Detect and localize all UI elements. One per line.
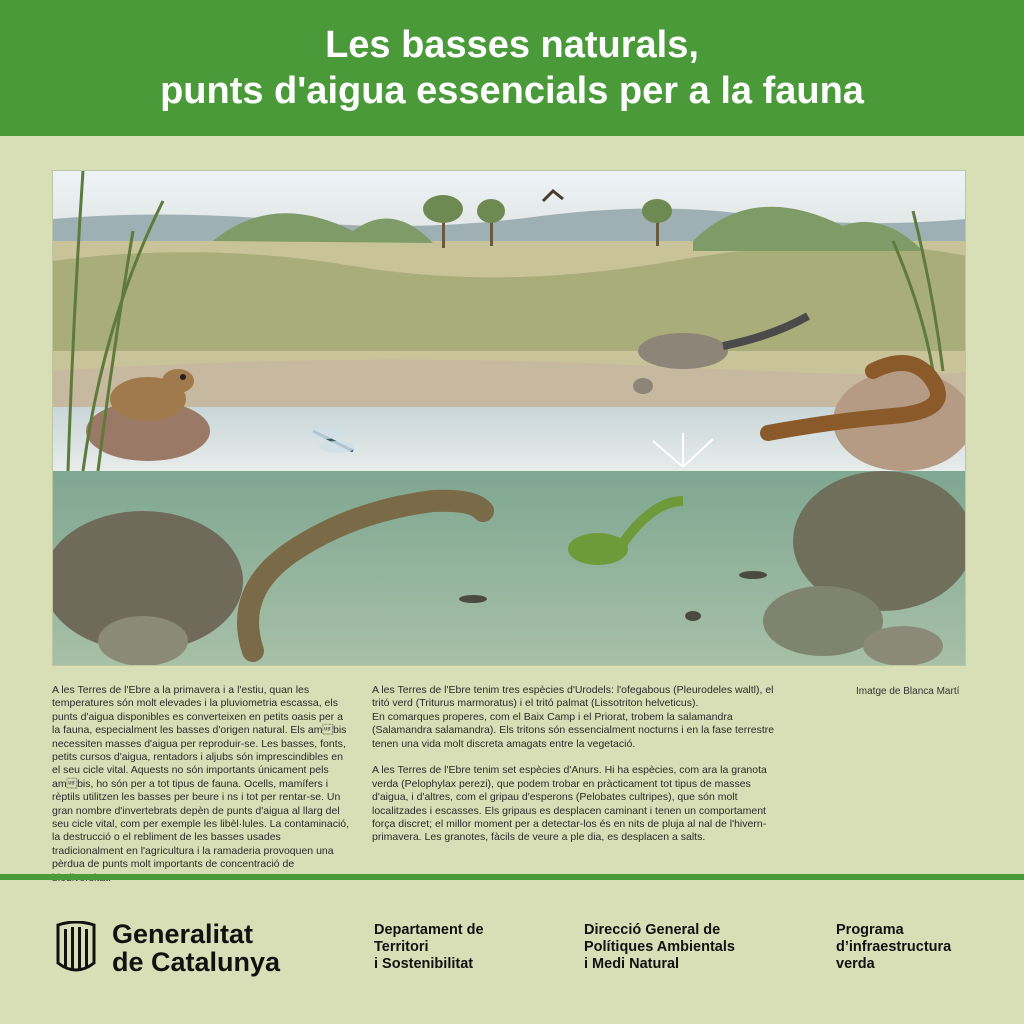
programme-line1: Programa xyxy=(836,922,904,938)
gencat-line2: de Catalunya xyxy=(112,947,281,977)
anurans-paragraph: A les Terres de l'Ebre tenim set espècies d'Anurs. Hi ha espècies, com ara la granota verda (Pelophylax perezi), que podem trobar en pràcticament tot tipus de masses d'aigua, i d'altres, com el gripau d'esperons (Pelobates cultripes), que són molt localitzades i escasses. Els gripaus es desplacen caminant i tenen un comportament força discret; el millor moment per a detectar-los és en nits de pluja al nal de l'hivern-primavera. Les granotes, fàcils de veure a ple dia, es desplacen a salts. xyxy=(372,764,767,844)
directorate-line1: Direcció General de xyxy=(584,922,721,938)
page-title-line2: punts d'aigua essencials per a la fauna xyxy=(160,70,864,112)
programme-name xyxy=(836,922,951,973)
department-line1: Departament de xyxy=(374,922,484,938)
department-line3: i Sostenibilitat xyxy=(374,956,474,972)
gencat-four-bars-icon xyxy=(52,921,100,975)
department-line2: Territori xyxy=(374,939,429,955)
urodels-paragraph-a: A les Terres de l'Ebre tenim tres espècies d'Urodels: l'ofegabous (Pleurodeles waltl), el tritó verd (Triturus marmoratus) i el tritó palmat (Lissotriton helveticus). xyxy=(372,684,774,710)
urodels-paragraph-b: En comarques properes, com el Baix Camp i el Priorat, trobem la salamandra (Salamandra salamandra). Els tritons són essencialment nocturns i en la fase terrestre tenen una vida molt discreta amagats entre la vegetació. xyxy=(372,710,775,750)
department-name xyxy=(374,922,484,973)
page-title-line1: Les basses naturals, xyxy=(325,24,699,66)
programme-line2: d’infraestructura xyxy=(836,939,952,955)
directorate-line2: Polítiques Ambientals xyxy=(584,939,735,955)
pond-scene-image xyxy=(53,171,966,666)
footer-divider xyxy=(0,874,1024,880)
directorate-line3: i Medi Natural xyxy=(584,956,680,972)
pond-illustration xyxy=(52,170,966,666)
header-banner xyxy=(0,0,1024,136)
gencat-wordmark xyxy=(112,920,280,976)
gencat-logo-block xyxy=(52,920,280,976)
gencat-line1: Generalitat xyxy=(112,919,254,949)
species-text-column xyxy=(372,684,782,858)
image-credit: Imatge de Blanca Martí xyxy=(856,686,960,697)
programme-line3: verda xyxy=(836,956,875,972)
directorate-name xyxy=(584,922,735,973)
intro-text-column: A les Terres de l'Ebre a la primavera i a l'estiu, quan les temperatures són molt elevades i la pluviometria escassa, els punts d'aigua disponibles es converteixen en petits oasis per a la fauna, especialment les basses d'origen natural. Els am bis necessiten masses d'aigua per reproduir-se. Les basses, fonts, petits cursos d'aigua, rentadors i aljubs són imprescindibles en el seu cicle vital. Aquests no són importants únicament pels am bis, ho són per a tot tipus de fauna. Ocells, mamífers i rèptils utilitzen les basses per beure i ns i tot per rentar-se. Un gran nombre d'invertebrats depèn de punts d'aigua al llarg del seu cicle vital, com per exemple les libèl·lules. La contaminació, la destrucció o el rebliment de les basses usades tradicionalment en l'agricultura i la ramaderia provoquen una pèrdua de punts molt importants de concentració de xyxy=(52,684,350,871)
